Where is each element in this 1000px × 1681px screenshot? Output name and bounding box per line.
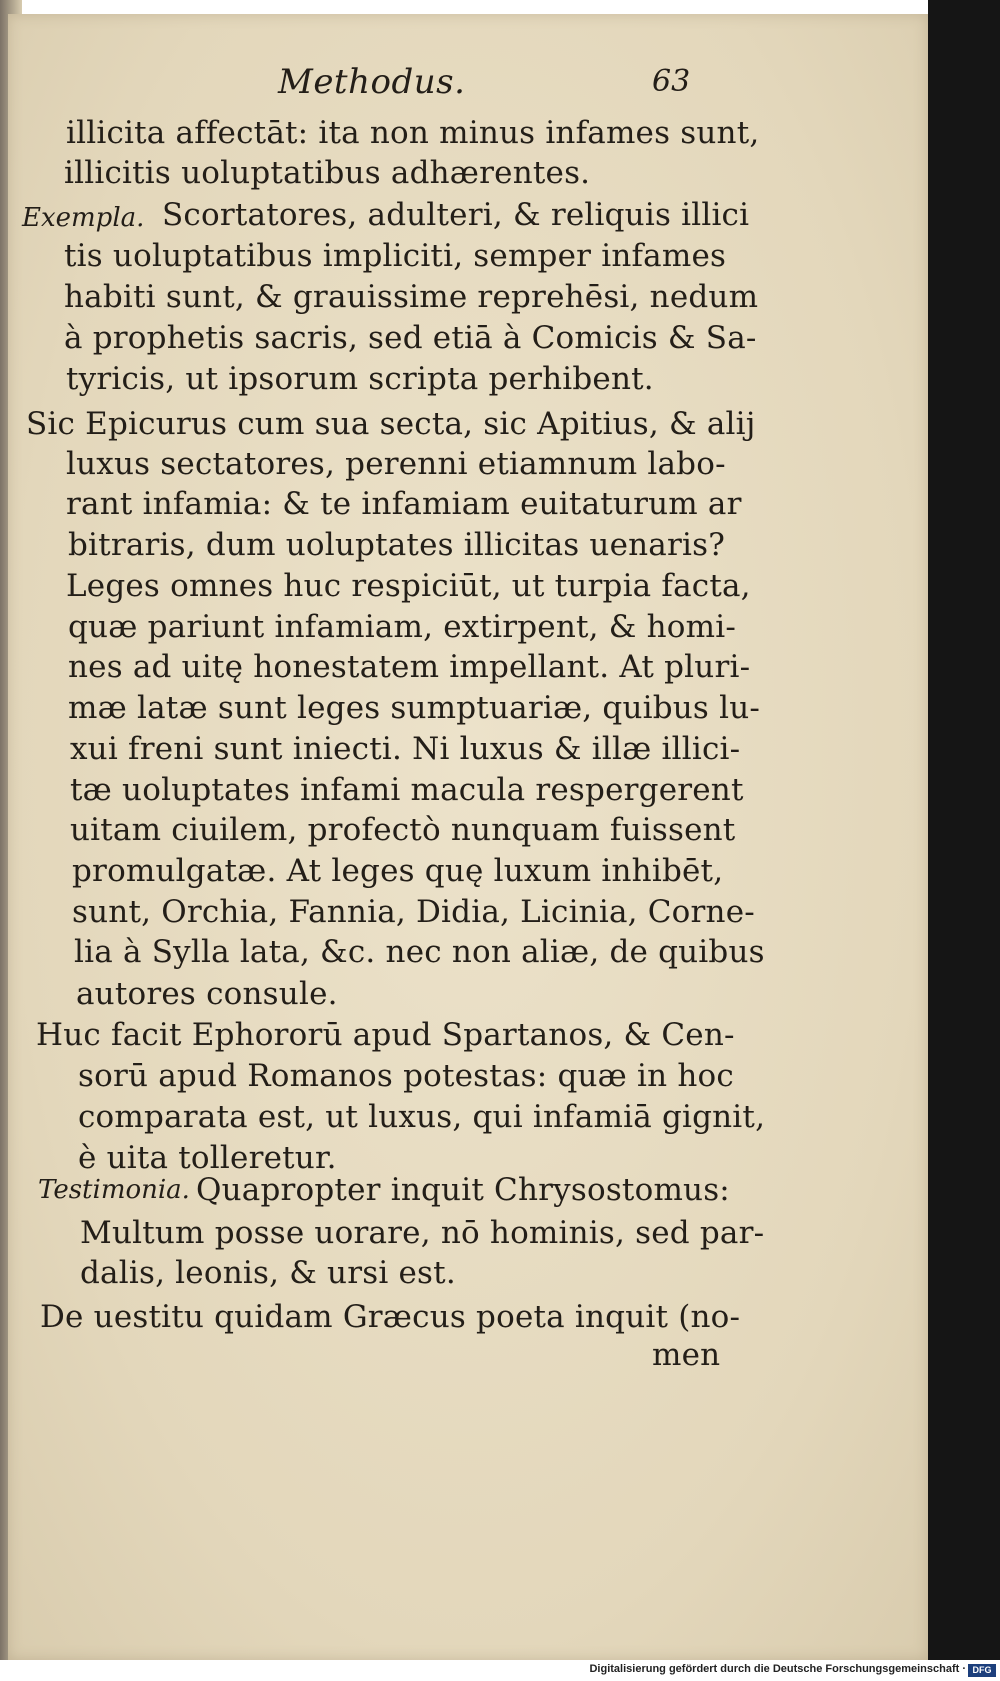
text-line: habiti sunt, & grauissime reprehēsi, nedum <box>64 279 759 315</box>
text-line: lia à Sylla lata, &c. nec non aliæ, de quibus <box>74 934 765 970</box>
text-line: tis uoluptatibus impliciti, semper infames <box>64 238 727 274</box>
text-line: tæ uoluptates infami macula respergerent <box>70 772 744 808</box>
running-title: Methodus. <box>278 62 466 102</box>
text-line: è uita tolleretur. <box>78 1140 337 1176</box>
text-line: Scortatores, adulteri, & reliquis illici <box>162 197 750 233</box>
text-line: quæ pariunt infamiam, extirpent, & homi- <box>68 609 737 645</box>
margin-note-testimonia: Testimonia. <box>38 1175 190 1205</box>
page-number: 63 <box>652 64 691 99</box>
text-line: Sic Epicurus cum sua secta, sic Apitius, & alij <box>26 406 756 442</box>
digitization-credit: Digitalisierung gefördert durch die Deutsche Forschungsgemeinschaft · <box>589 1663 966 1675</box>
text-line: comparata est, ut luxus, qui infamiā gignit, <box>78 1099 766 1135</box>
text-line: xui freni sunt iniecti. Ni luxus & illæ illici- <box>70 731 741 767</box>
text-line: luxus sectatores, perenni etiamnum labo- <box>66 446 726 482</box>
text-line: mæ latæ sunt leges sumptuariæ, quibus lu- <box>68 690 761 726</box>
text-line: uitam ciuilem, profectò nunquam fuissent <box>70 812 736 848</box>
scanner-background <box>928 0 1000 1660</box>
dfg-logo: DFG <box>968 1664 996 1677</box>
margin-note-exempla: Exempla. <box>22 203 145 233</box>
text-line: sorū apud Romanos potestas: quæ in hoc <box>78 1058 734 1094</box>
text-line: Leges omnes huc respiciūt, ut turpia facta, <box>66 568 751 604</box>
text-line: bitraris, dum uoluptates illicitas uenaris? <box>68 527 726 563</box>
text-line: illicita affectāt: ita non minus infames sunt, <box>66 115 760 151</box>
text-line: autores consule. <box>76 976 338 1012</box>
text-line: De uestitu quidam Græcus poeta inquit (no- <box>40 1299 741 1335</box>
text-line: promulgatæ. At leges quę luxum inhibēt, <box>72 853 724 889</box>
text-line: nes ad uitę honestatem impellant. At pluri- <box>68 649 751 685</box>
text-line: dalis, leonis, & ursi est. <box>80 1255 456 1291</box>
text-line: Huc facit Ephororū apud Spartanos, & Cen- <box>36 1017 735 1053</box>
text-line: sunt, Orchia, Fannia, Didia, Licinia, Corne- <box>72 894 755 930</box>
text-line: illicitis uoluptatibus adhærentes. <box>64 155 591 191</box>
text-line: Quapropter inquit Chrysostomus: <box>196 1172 730 1208</box>
catchword: men <box>652 1337 721 1373</box>
text-line: tyricis, ut ipsorum scripta perhibent. <box>66 361 654 397</box>
text-line: à prophetis sacris, sed etiā à Comicis & Sa- <box>64 320 757 356</box>
text-line: rant infamia: & te infamiam euitaturum ar <box>66 486 742 522</box>
text-line: Multum posse uorare, nō hominis, sed par- <box>80 1215 765 1251</box>
page-header <box>0 62 928 108</box>
